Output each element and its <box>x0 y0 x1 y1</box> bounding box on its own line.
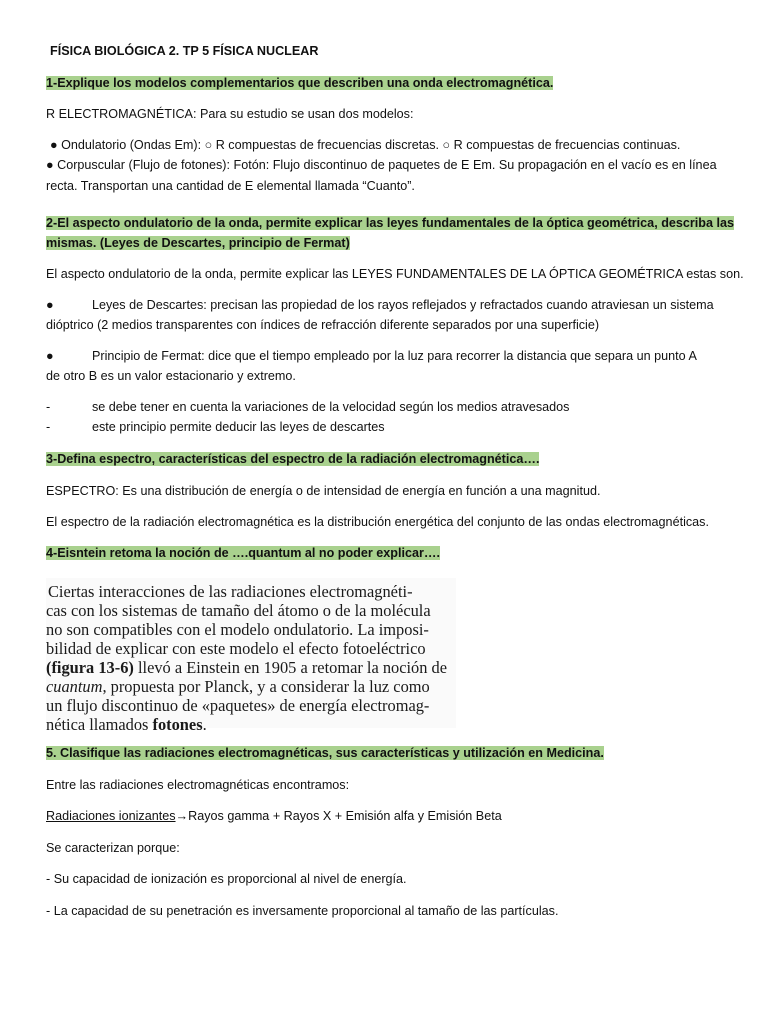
dash-icon: - <box>46 420 51 434</box>
scan-line: Ciertas interacciones de las radiaciones electromagnéti- <box>48 582 413 601</box>
q2-bullet-descartes-line2: dióptrico (2 medios transparentes con índices de refracción diferente separados por una superficie) <box>46 318 600 332</box>
q2-bullet-fermat-line1: ● Principio de Fermat: dice que el tiempo empleado por la luz para recorrer la distancia que separa un punto A <box>46 347 697 366</box>
scan-line: nética llamados fotones. <box>46 715 207 734</box>
scan-line: cas con los sistemas de tamaño del átomo o de la molécula <box>46 601 431 620</box>
dash-icon: - <box>46 400 51 414</box>
scan-line: bilidad de explicar con este modelo el efecto fotoeléctrico <box>46 639 426 658</box>
q3-paragraph-2: El espectro de la radiación electromagnética es la distribución energética del conjunto de las ondas electromagnéticas. <box>46 515 709 529</box>
scan-line: (figura 13-6) llevó a Einstein en 1905 a retomar la noción de <box>46 658 448 677</box>
document-title: FÍSICA BIOLÓGICA 2. TP 5 FÍSICA NUCLEAR <box>50 44 319 58</box>
q2-dash-item-2: - este principio permite deducir las leyes de descartes <box>46 418 385 437</box>
q2-intro: El aspecto ondulatorio de la onda, permite explicar las LEYES FUNDAMENTALES DE LA ÓPTICA GEOMÉTRICA estas son. <box>46 267 744 281</box>
bullet-icon: ● <box>46 349 54 363</box>
question-3-heading: 3-Defina espectro, características del espectro de la radiación electromagnética…. <box>46 452 540 466</box>
question-4-heading: 4-Eisntein retoma la noción de ….quantum al no poder explicar…. <box>46 546 440 560</box>
q5-characteristic-1: - Su capacidad de ionización es proporcional al nivel de energía. <box>46 872 407 886</box>
q1-bullet-ondulatorio: ● Ondulatorio (Ondas Em): ○ R compuestas de frecuencias discretas. ○ R compuestas de frecuencias continuas. <box>50 138 681 152</box>
q1-intro: R ELECTROMAGNÉTICA: Para su estudio se usan dos modelos: <box>46 107 414 121</box>
bullet-icon: ● <box>46 298 54 312</box>
question-2-heading-line2: mismas. (Leyes de Descartes, principio de Fermat) <box>46 236 350 250</box>
q5-characteristic-2: - La capacidad de su penetración es inversamente proporcional al tamaño de las partículas. <box>46 904 559 918</box>
q1-bullet-corpuscular-line2: recta. Transportan una cantidad de E elemental llamada “Cuanto”. <box>46 179 415 193</box>
q5-characterized: Se caracterizan porque: <box>46 841 180 855</box>
q5-ionizing-radiation: Radiaciones ionizantes→Rayos gamma + Rayos X + Emisión alfa y Emisión Beta <box>46 809 502 823</box>
q2-bullet-descartes-line1: ● Leyes de Descartes: precisan las propiedad de los rayos reflejados y refractados cuando atraviesan un sistema <box>46 296 714 315</box>
q2-bullet-fermat-line2: de otro B es un valor estacionario y extremo. <box>46 369 296 383</box>
scan-line: un flujo discontinuo de «paquetes» de energía electromag- <box>46 696 430 715</box>
arrow-right-icon: → <box>175 809 189 823</box>
ionizing-label: Radiaciones ionizantes <box>46 809 176 823</box>
q5-intro: Entre las radiaciones electromagnéticas encontramos: <box>46 778 350 792</box>
q2-dash-item-1: - se debe tener en cuenta la variaciones de la velocidad según los medios atravesados <box>46 398 569 417</box>
question-5-heading: 5. Clasifique las radiaciones electromagnéticas, sus características y utilización en Medicina. <box>46 746 604 760</box>
question-2-heading-line1: 2-El aspecto ondulatorio de la onda, permite explicar las leyes fundamentales de la óptica geométrica, describa las <box>46 216 734 230</box>
scanned-textbook-excerpt <box>46 578 456 734</box>
scan-line: no son compatibles con el modelo ondulatorio. La imposi- <box>46 620 429 639</box>
scan-line: cuantum, propuesta por Planck, y a considerar la luz como <box>46 677 430 696</box>
q3-paragraph-1: ESPECTRO: Es una distribución de energía o de intensidad de energía en función a una magnitud. <box>46 484 601 498</box>
question-1-heading: 1-Explique los modelos complementarios que describen una onda electromagnética. <box>46 76 554 90</box>
q1-bullet-corpuscular-line1: ● Corpuscular (Flujo de fotones): Fotón: Flujo discontinuo de paquetes de E Em. Su propagación en el vacío es en línea <box>46 158 717 172</box>
